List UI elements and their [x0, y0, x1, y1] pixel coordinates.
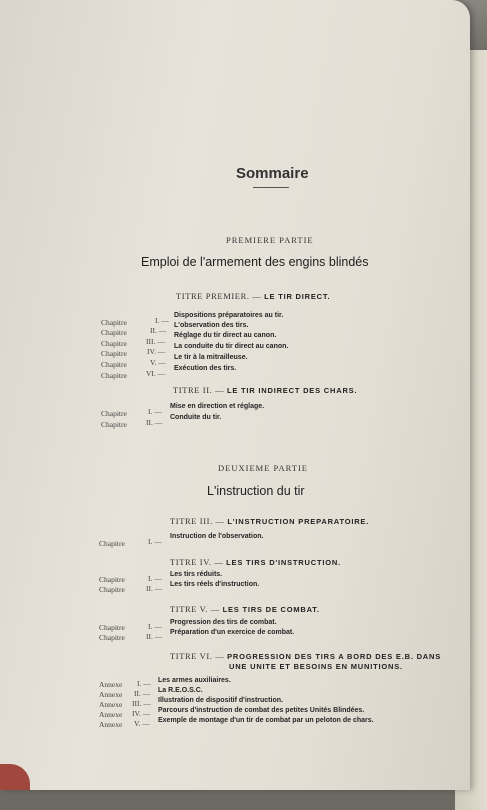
- entry-number: IV. —: [132, 709, 151, 718]
- titre-name: LES TIRS D'INSTRUCTION.: [226, 558, 341, 567]
- entry-number: I. —: [148, 574, 162, 583]
- entry-label: Chapitre: [99, 585, 125, 594]
- titre-name: UNE UNITE ET BESOINS EN MUNITIONS.: [229, 662, 403, 671]
- entry-text: La R.E.O.S.C.: [158, 687, 203, 694]
- titre-prefix: TITRE PREMIER. —: [176, 291, 262, 301]
- entry-label: Annexe: [99, 720, 123, 729]
- entry-text: Exécution des tirs.: [174, 365, 237, 372]
- titre-prefix: TITRE V. —: [170, 604, 220, 614]
- entry-text: Préparation d'un exercice de combat.: [170, 629, 295, 636]
- entry-number: II. —: [134, 689, 151, 698]
- titre-2: [173, 385, 357, 395]
- sommaire-title: Sommaire: [236, 165, 309, 182]
- entry-number: IV. —: [147, 347, 166, 356]
- entry-number: I. —: [148, 537, 162, 546]
- entry-label: Chapitre: [101, 360, 127, 369]
- titre-name: LES TIRS DE COMBAT.: [222, 605, 320, 614]
- entry-number: I. —: [148, 622, 162, 631]
- entry-number: V. —: [150, 358, 166, 367]
- entry-label: Chapitre: [101, 318, 127, 327]
- entry-number: I. —: [148, 407, 162, 416]
- entry-label: Chapitre: [101, 420, 127, 429]
- entry-label: Chapitre: [101, 409, 127, 418]
- titre-prefix: TITRE II. —: [173, 385, 225, 395]
- titre-prefix: TITRE VI. —: [170, 651, 225, 661]
- titre-4: [170, 557, 341, 567]
- titre-5: [170, 604, 320, 614]
- entry-number: II. —: [146, 418, 163, 427]
- entry-text: Le tir à la mitrailleuse.: [174, 354, 248, 361]
- entry-label: Chapitre: [99, 623, 125, 632]
- entry-label: Chapitre: [101, 328, 127, 337]
- entry-label: Annexe: [99, 680, 123, 689]
- entry-text: Dispositions préparatoires au tir.: [174, 312, 284, 319]
- titre-3: [170, 516, 369, 526]
- entry-number: II. —: [146, 632, 163, 641]
- part2-label: DEUXIEME PARTIE: [218, 463, 308, 473]
- entry-text: L'observation des tirs.: [174, 322, 249, 329]
- titre-1: [176, 291, 330, 301]
- entry-number: I. —: [155, 316, 169, 325]
- entry-label: Annexe: [99, 710, 123, 719]
- entry-label: Annexe: [99, 700, 123, 709]
- part1-heading: Emploi de l'armement des engins blindés: [141, 255, 369, 269]
- entry-text: Progression des tirs de combat.: [170, 619, 277, 626]
- entry-label: Chapitre: [101, 371, 127, 380]
- titre-6-continuation: [229, 661, 403, 671]
- entry-text: Parcours d'instruction de combat des petites Unités Blindées.: [158, 707, 365, 714]
- titre-6: [170, 651, 441, 661]
- entry-number: I. —: [137, 679, 151, 688]
- entry-text: La conduite du tir direct au canon.: [174, 343, 289, 350]
- entry-text: Les armes auxiliaires.: [158, 677, 231, 684]
- titre-name: L'INSTRUCTION PREPARATOIRE.: [227, 517, 370, 526]
- title-underline: [253, 187, 289, 188]
- entry-label: Chapitre: [101, 349, 127, 358]
- entry-label: Chapitre: [99, 633, 125, 642]
- entry-label: Annexe: [99, 690, 123, 699]
- entry-number: VI. —: [146, 369, 166, 378]
- titre-name: LE TIR DIRECT.: [264, 292, 331, 301]
- entry-label: Chapitre: [101, 339, 127, 348]
- part2-heading: L'instruction du tir: [207, 484, 305, 498]
- entry-label: Chapitre: [99, 575, 125, 584]
- titre-prefix: TITRE III. —: [170, 516, 225, 526]
- entry-text: Les tirs réduits.: [170, 571, 223, 578]
- entry-number: III. —: [146, 337, 165, 346]
- entry-text: Mise en direction et réglage.: [170, 403, 265, 410]
- entry-text: Exemple de montage d'un tir de combat par un peloton de chars.: [158, 717, 374, 724]
- entry-number: V. —: [134, 719, 150, 728]
- entry-text: Instruction de l'observation.: [170, 533, 264, 540]
- entry-number: II. —: [150, 326, 167, 335]
- titre-name: LE TIR INDIRECT DES CHARS.: [226, 386, 358, 395]
- entry-text: Illustration de dispositif d'instruction.: [158, 697, 283, 704]
- titre-prefix: TITRE IV. —: [170, 557, 224, 567]
- entry-label: Chapitre: [99, 539, 125, 548]
- entry-text: Conduite du tir.: [170, 414, 222, 421]
- entry-text: Réglage du tir direct au canon.: [174, 332, 277, 339]
- entry-text: Les tirs réels d'instruction.: [170, 581, 260, 588]
- entry-number: III. —: [132, 699, 151, 708]
- part1-label: PREMIERE PARTIE: [226, 235, 314, 245]
- entry-number: II. —: [146, 584, 163, 593]
- titre-name: PROGRESSION DES TIRS A BORD DES E.B. DANS: [227, 652, 442, 661]
